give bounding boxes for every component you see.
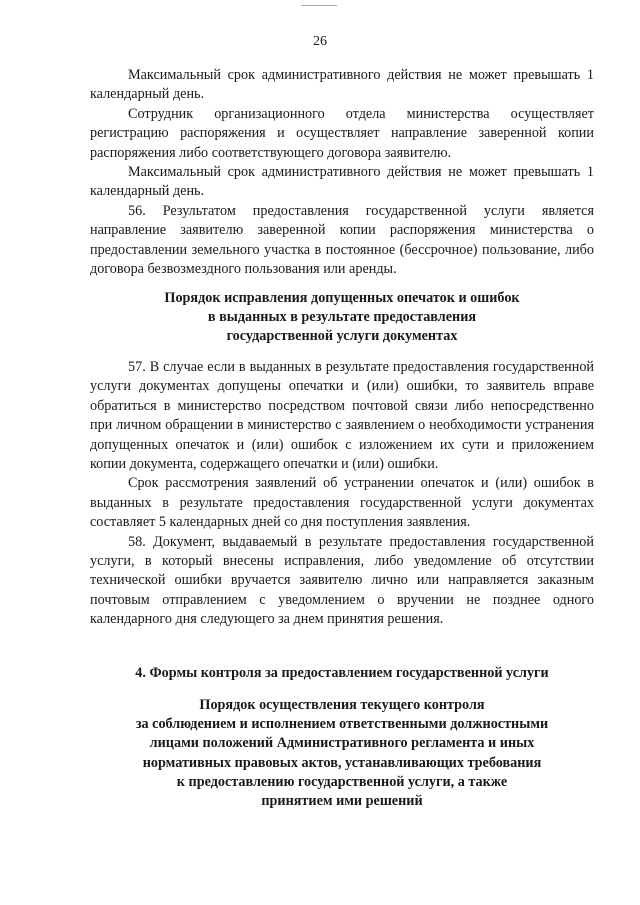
scan-artifact xyxy=(301,5,337,8)
heading-line: за соблюдением и исполнением ответственными должностными xyxy=(135,716,549,733)
heading-line: Порядок осуществления текущего контроля xyxy=(199,697,485,713)
top-paragraphs xyxy=(90,66,594,279)
page-number: 26 xyxy=(313,34,327,49)
middle-paragraphs xyxy=(90,358,594,630)
heading-line: Порядок исправления допущенных опечаток и ошибок xyxy=(164,290,520,306)
heading-line: в выданных в результате предоставления xyxy=(207,309,477,326)
paragraph: Срок рассмотрения заявлений об устранении опечаток и (или) ошибок в выданных в результате предоставления государственной услуги документах составляет 5 календарных дней со дня поступления заявления. xyxy=(90,475,594,531)
paragraph: Максимальный срок административного действия не может превышать 1 календарный день. xyxy=(90,67,594,103)
paragraph: Сотрудник организационного отдела министерства осуществляет регистрацию распоряжения и осуществляет направление заверенной копии распоряжения либо соответствующего договора заявителю. xyxy=(90,105,594,161)
paragraph: Максимальный срок административного действия не может превышать 1 календарный день. xyxy=(90,164,594,200)
heading-corrections xyxy=(90,289,594,347)
paragraph: 57. В случае если в выданных в результате предоставления государственной услуги документах допущены опечатки и (или) ошибки, то заявитель вправе обратиться в министерство посредством почтовой связи либо непосредственно при личном обращении в министерство с заявлением о необходимости устранения допущенных опечаток и (или) ошибок с изложением их сути и приложением копии документа, содержащего опечатки и (или) ошибки. xyxy=(90,359,594,473)
heading-control xyxy=(90,696,594,811)
paragraph: 56. Результатом предоставления государственной услуги является направление заявителю заверенной копии распоряжения министерства о предоставлении земельного участка в постоянное (бессрочное) пользование, либо договора безвозмездного пользования или аренды. xyxy=(90,202,594,278)
paragraph: 58. Документ, выдаваемый в результате предоставления государственной услуги, в который внесены исправления, либо уведомление об отсутствии технической ошибки вручается заявителю лично или направляется заказным почтовым отправлением с уведомлением о вручении не позднее одного календарного дня следующего за днем принятия решения. xyxy=(90,533,594,628)
heading-line: к предоставлению государственной услуги, а также xyxy=(176,773,508,790)
section-heading: 4. Формы контроля за предоставлением государственной услуги xyxy=(135,665,549,681)
heading-line: принятием ими решений xyxy=(261,793,423,810)
heading-line: государственной услуги документах xyxy=(226,328,458,345)
heading-line: нормативных правовых актов, устанавливающих требования xyxy=(142,754,542,771)
heading-line: лицами положений Административного регламента и иных xyxy=(149,735,535,752)
